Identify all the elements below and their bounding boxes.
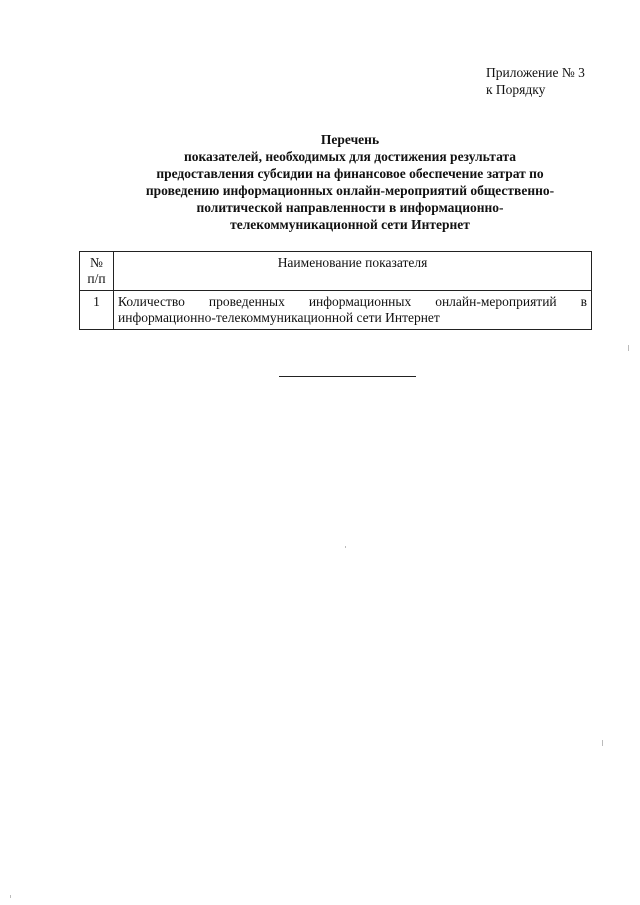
row-number-cell: 1 xyxy=(80,291,114,330)
document-title xyxy=(100,131,600,233)
title-line: проведению информационных онлайн-мероприятий общественно- xyxy=(145,183,555,198)
separator-line xyxy=(279,376,416,377)
indicators-table xyxy=(79,251,592,330)
scan-speck xyxy=(10,895,11,898)
annex-number: Приложение № 3 xyxy=(486,65,585,80)
title-line: телекоммуникационной сети Интернет xyxy=(230,217,470,232)
header-name-cell: Наименование показателя xyxy=(114,252,592,291)
header-number-symbol: № xyxy=(90,255,103,270)
title-heading: Перечень xyxy=(320,132,380,147)
header-number-abbrev: п/п xyxy=(87,271,106,286)
annex-label xyxy=(486,64,585,98)
scan-speck xyxy=(345,546,346,548)
header-number-cell xyxy=(80,252,114,291)
title-line: политической направленности в информационно- xyxy=(196,200,504,215)
annex-reference: к Порядку xyxy=(486,82,546,97)
row-name-cell: Количество проведенных информационных онлайн-мероприятий в информационно-телекоммуникационной сети Интернет xyxy=(114,291,592,330)
table-header-row xyxy=(80,252,592,291)
scan-speck xyxy=(602,740,603,746)
scan-speck xyxy=(628,345,629,351)
table-row xyxy=(80,291,592,330)
title-line: показателей, необходимых для достижения результата xyxy=(183,149,517,164)
title-line: предоставления субсидии на финансовое обеспечение затрат по xyxy=(156,166,544,181)
